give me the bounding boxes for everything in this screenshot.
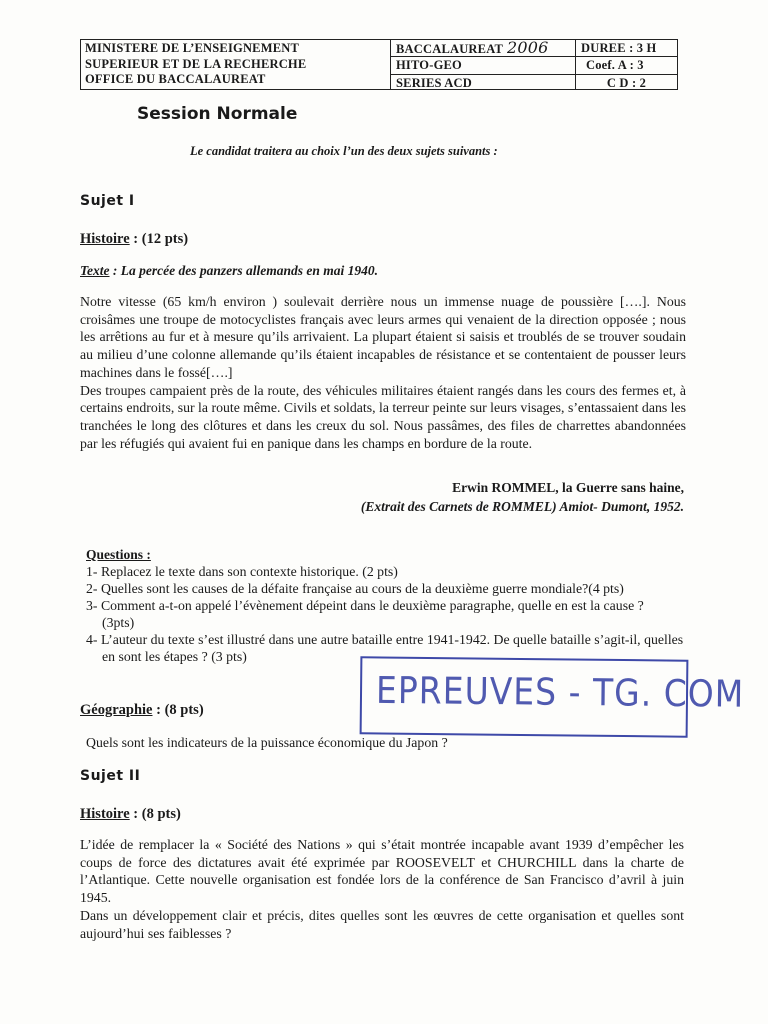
texte-signature	[361, 478, 684, 516]
geographie-label: Géographie	[80, 702, 153, 718]
questions-list	[86, 563, 686, 665]
texte-paragraph-1: Notre vitesse (65 km/h environ ) soulevait derrière nous un immense nuage de poussière [….]. Nous croisâmes une troupe de motocyclistes français avec leurs armes qui venaient de la direction opposée ; nous les arrêtions au fur et à mesure qu’ils arrivaient. La plupart étaient si saisis et troublés de se trouver soudain au milieu d’une colonne allemande qu’ils étaient incapables de résistance et se contentaient de pousser leurs machines dans le fossé[….]	[80, 294, 686, 380]
texte-label: Texte	[80, 263, 110, 278]
header-exam	[391, 40, 576, 89]
session-title: Session Normale	[137, 104, 298, 124]
sujet-2-paragraph-2: Dans un développement clair et précis, dites quelles sont les œuvres de cette organisation et quelles sont aujourd’hui ses faiblesses ?	[80, 907, 684, 941]
sujet-2-paragraph-1: L’idée de remplacer la « Société des Nations » qui s’était montrée incapable avant 1939 d’empêcher les coups de force des dictatures avait été exprimée par ROOSEVELT et CHURCHILL dans la charte de l’Atlantique. Cette nouvelle organisation est fondée lors de la conférence de San Francisco d’avril à juin 1945.	[80, 837, 684, 906]
geographie-points: : (8 pts)	[156, 702, 204, 718]
header-year: 2006	[507, 38, 549, 57]
sujet-2-histoire-heading	[80, 806, 181, 823]
texte-title	[80, 263, 378, 279]
header-ministry-line-2: SUPERIEUR ET DE LA RECHERCHE	[85, 56, 307, 71]
header-ministry-line-3: OFFICE DU BACCALAUREAT	[85, 72, 266, 86]
sujet-1-geographie-heading	[80, 702, 204, 719]
sujet-1-histoire-heading	[80, 231, 188, 248]
question-item: 2- Quelles sont les causes de la défaite française au cours de la deuxième guerre mondiale?(4 pts)	[86, 581, 624, 596]
watermark-stamp-text: EPREUVES - TG. COM	[375, 668, 745, 716]
header-ministry	[81, 40, 391, 89]
header-exam-line-1	[391, 40, 575, 57]
watermark-stamp	[360, 656, 745, 737]
header-ministry-line-1: MINISTERE DE L’ENSEIGNEMENT	[85, 41, 300, 55]
sujet-2-body	[80, 836, 684, 942]
header-duration: DUREE : 3 H	[576, 40, 677, 57]
header-exam-line-3: SERIES ACD	[396, 75, 472, 90]
question-item: 4- L’auteur du texte s’est illustré dans une autre bataille entre 1941-1942. De quelle bataille s’agit-il, quelles en sont les étapes ? (3 pts)	[86, 632, 684, 664]
histoire-label: Histoire	[80, 231, 130, 247]
header-exam-name: BACCALAUREAT	[396, 42, 504, 56]
sujet-1-title: Sujet I	[80, 193, 135, 209]
instruction: Le candidat traitera au choix l’un des deux sujets suivants :	[190, 144, 498, 158]
sujet-2-title: Sujet II	[80, 768, 141, 784]
questions-title: Questions :	[86, 547, 151, 562]
question-item: 3- Comment a-t-on appelé l’évènement dépeint dans le deuxième paragraphe, quelle en est la cause ? (3pts)	[86, 598, 644, 630]
header-coef: Coef. A : 3	[576, 57, 677, 74]
geographie-question: Quels sont les indicateurs de la puissance économique du Japon ?	[86, 735, 448, 750]
sujet-2-histoire-label: Histoire	[80, 806, 130, 822]
header-details	[576, 40, 677, 89]
sujet-2-histoire-points: : (8 pts)	[133, 806, 181, 822]
texte-body	[80, 293, 686, 452]
header-table	[80, 39, 678, 90]
header-cd: C D : 2	[606, 75, 647, 90]
texte-paragraph-2: Des troupes campaient près de la route, des véhicules militaires étaient rangés dans les cours des fermes et, à certains endroits, sur la route même. Civils et soldats, la terreur peinte sur leurs visages, s’entassaient dans les tranchées le long des clôtures et dans les creux du sol. Nous passâmes, des files de charrettes abandonnées par les réfugiés qui avaient fui en panique dans les champs en bordure de la route.	[80, 382, 686, 451]
histoire-points: : (12 pts)	[133, 231, 189, 247]
question-item: 1- Replacez le texte dans son contexte historique. (2 pts)	[86, 564, 398, 579]
header-exam-line-2: HITO-GEO	[391, 57, 575, 74]
texte-source: (Extrait des Carnets de ROMMEL) Amiot- Dumont, 1952.	[360, 499, 684, 514]
texte-author: Erwin ROMMEL, la Guerre sans haine,	[452, 480, 684, 495]
texte-heading: : La percée des panzers allemands en mai 1940.	[109, 263, 378, 278]
